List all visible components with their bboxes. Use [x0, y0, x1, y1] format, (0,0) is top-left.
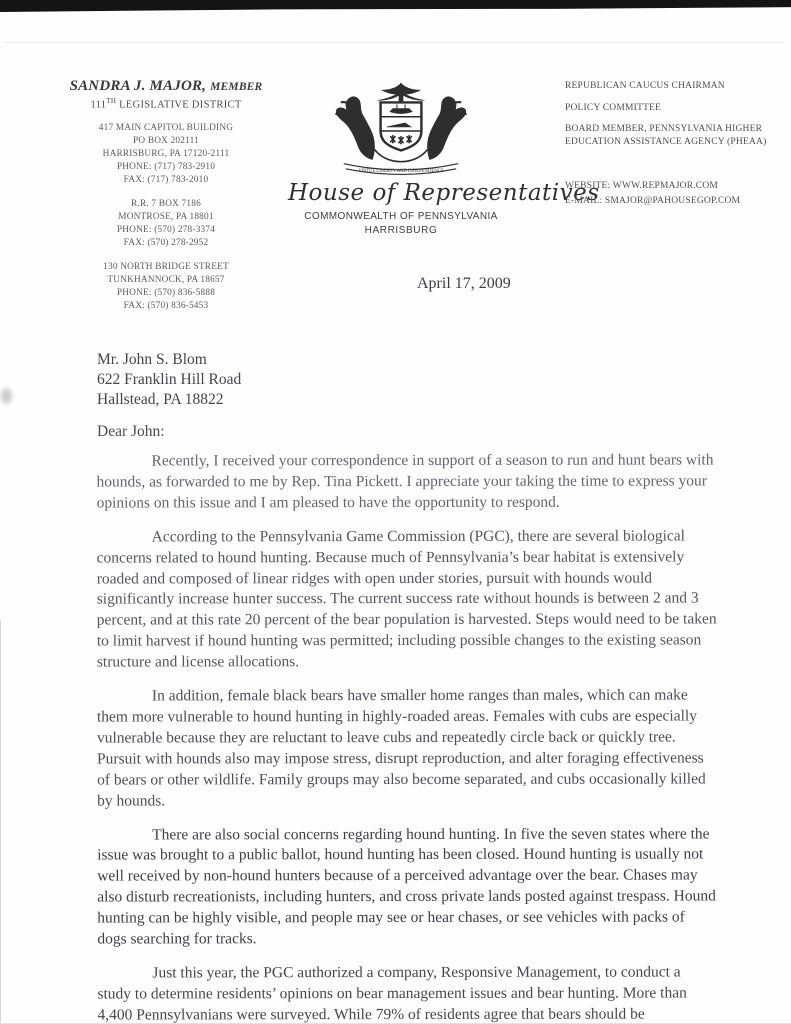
- address-line: 417 MAIN CAPITOL BUILDING: [98, 122, 234, 133]
- scan-artifact-top-bar: [0, 0, 791, 13]
- address-line: HARRISBURG, PA 17120-2111: [102, 148, 230, 159]
- scan-artifact-faint-rule: [4, 42, 784, 43]
- address-line: MONTROSE, PA 18801: [118, 211, 214, 222]
- letter-body: [96, 450, 717, 1024]
- address-line: PHONE: (717) 783-2910: [116, 161, 216, 172]
- letter-date: April 17, 2009: [417, 275, 511, 292]
- harrisburg-subtitle: HARRISBURG: [364, 225, 438, 236]
- state-motto: VIRTUE LIBERTY AND INDEPENDENCE: [358, 168, 444, 174]
- role-board-member: BOARD MEMBER, PENNSYLVANIA HIGHER EDUCATION ASSISTANCE AGENCY (PHEAA): [565, 124, 767, 147]
- letter-paragraph: Just this year, the PGC authorized a company, Responsive Management, to conduct a study to determine residents’ opinions on bear management issues and bear hunting. More than 4,400 Pennsylvanians were surveyed. While 79% of residents agree that bears should be: [97, 963, 687, 1024]
- office-address-montrose: [62, 198, 270, 250]
- letter-paragraph: There are also social concerns regarding hound hunting. In five the seven states where the issue was brought to a public ballot, hound hunting has been closed. Hound hunting is usually not well received by non-hound hunters because of a perceived advantage over the bear. Chases may also disturb recreationists, including hunters, and cross private lands posted against trespass. Hound hunting can be highly visible, and people may see or hear chases, or see vehicles with packs of dogs searching for tracks.: [97, 824, 716, 948]
- address-line: 130 NORTH BRIDGE STREET: [103, 261, 229, 272]
- role-policy-committee: POLICY COMMITTEE: [565, 102, 661, 113]
- contact-block: [565, 179, 791, 209]
- letter-paragraph: In addition, female black bears have smaller home ranges than males, which can make them more vulnerable to hound hunting in highly-roaded areas. Females with cubs are especially vulnerable because they are reluctant to leave cubs and repeatedly circle back or quickly tree. Pursuit with hounds also may impose stress, disrupt reproduction, and alter foraging effectiveness of bears or other wildlife. Family groups may also become separated, and cubs occasionally killed by hounds.: [96, 686, 706, 810]
- recipient-city: Hallstead, PA 18822: [97, 391, 224, 408]
- letterhead-center: [288, 82, 600, 236]
- role-caucus-chairman: REPUBLICAN CAUCUS CHAIRMAN: [565, 81, 725, 91]
- commonwealth-subtitle: COMMONWEALTH OF PENNSYLVANIA: [304, 211, 498, 222]
- member-name: [62, 78, 270, 95]
- letterhead-right-column: [565, 80, 791, 209]
- website-text: WEBSITE: WWW.REPMAJOR.COM: [565, 181, 719, 191]
- address-line: TUNKHANNOCK, PA 18657: [107, 274, 225, 285]
- office-address-harrisburg: [62, 122, 270, 187]
- address-line: PHONE: (570) 278-3374: [116, 224, 216, 235]
- address-line: R.R. 7 BOX 7186: [131, 198, 201, 209]
- recipient-street: 622 Franklin Hill Road: [97, 371, 242, 388]
- address-line: FAX: (570) 278-2952: [123, 237, 209, 248]
- address-line: FAX: (717) 783-2010: [123, 174, 209, 185]
- letter-paragraph: According to the Pennsylvania Game Commission (PGC), there are several biological concerns related to hound hunting. Because much of Pennsylvania’s bear habitat is extensively roaded and composed of linear ridges with open under stories, pursuit with hounds would significantly increase hunter success. The current success rate without hounds is between 2 and 3 percent, and at this rate 20 percent of the bear population is harvested. Steps would need to be taken to limit harvest if hound hunting was permitted; including possible changes to the existing season structure and license allocations.: [96, 527, 717, 671]
- address-line: PO BOX 202111: [133, 135, 199, 146]
- address-line: FAX: (570) 836-5453: [123, 300, 209, 311]
- letterhead-left-column: [62, 78, 270, 313]
- legislative-district: 111TH LEGISLATIVE DISTRICT: [90, 97, 242, 111]
- house-of-representatives-title: House of Representatives: [288, 180, 600, 206]
- member-label: MEMBER: [210, 81, 263, 93]
- pennsylvania-coat-of-arms-icon: [319, 82, 483, 178]
- member-name-text: SANDRA J. MAJOR,: [69, 78, 207, 94]
- office-address-tunkhannock: [62, 261, 270, 313]
- email-text: E-MAIL: SMAJOR@PAHOUSEGOP.COM: [565, 196, 741, 206]
- recipient-name: Mr. John S. Blom: [97, 351, 207, 368]
- scan-artifact-left-edge: [0, 620, 1, 1024]
- horse-left: [336, 97, 375, 160]
- recipient-address-block: [97, 350, 241, 410]
- horse-right: [427, 97, 466, 160]
- salutation: Dear John:: [97, 423, 165, 440]
- address-line: PHONE: (570) 836-5888: [116, 287, 216, 298]
- scan-artifact-smudge: [1, 388, 12, 404]
- letter-paragraph: Recently, I received your correspondence in support of a season to run and hunt bears with hounds, as forwarded to me by Rep. Tina Pickett. I appreciate your taking the time to express your opinions on this issue and I am pleased to have the opportunity to respond.: [96, 451, 714, 512]
